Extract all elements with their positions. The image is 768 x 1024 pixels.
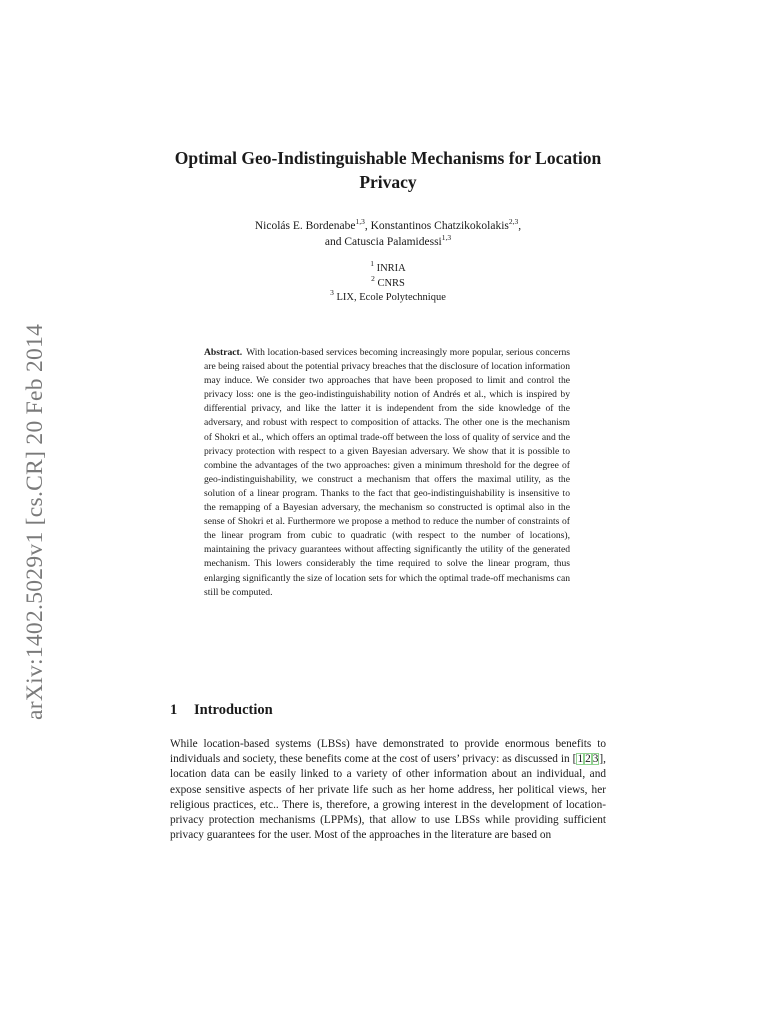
section-title: Introduction [194, 702, 273, 718]
affiliation-item [170, 288, 606, 306]
author-list: Nicolás E. Bordenabe$^{1,3}$, Konstantinos Chatzikokolakis$^{2,3}$, and Catuscia Palamidessi$^{1,3}$ [254, 217, 522, 248]
section-heading [170, 700, 273, 720]
author-affiliation-marker: 2,3 [508, 217, 519, 226]
citation-link[interactable]: 2 [585, 753, 591, 766]
intro-text: While location-based systems (LBSs) have demonstrated to provide enormous benefits to individuals and society, these benefits come at the cost of users’ privacy: as discussed in [ [170, 738, 606, 766]
affiliation-number: 1 [370, 259, 374, 268]
affiliation-item [170, 273, 606, 292]
citation-link[interactable]: 3 [592, 753, 599, 766]
arxiv-identifier-stamp: arXiv:1402.5029v1 [cs.CR] 20 Feb 2014 [22, 323, 48, 720]
author-affiliation-marker: 1,3 [355, 217, 365, 226]
citation-link[interactable]: 1 [577, 753, 584, 766]
abstract-text: With location-based services becoming increasingly more popular, serious concerns are being raised about the potential privacy breaches that the disclosure of location information may induce. We consider two approaches that have been proposed to limit and control the privacy loss: one is the geo-indistinguishability notion of Andrés et al., which is inspired by differential privacy, and like the latter it is independent from the side knowledge of the adversary, and robust with respect to composition of attacks. The other one is the mechanism of Shokri et al., which offers an optimal trade-off between the loss of quality of service and the privacy protection with respect to a given Bayesian adversary. We show that it is possible to combine the advantages of the two approaches: given a minimum threshold for the degree of geo-indistinguishability, we construct a mechanism that offers the maximal utility, as the solution of a linear program. Thanks to the fact that geo-indistinguishability is insensitive to the remapping of a Bayesian adversary, the mechanism so constructed is optimal also in the sense of Shokri et al. Furthermore we propose a method to reduce the number of constraints of the linear program from cubic to quadratic (with respect to the number of locations), maintaining the privacy guarantees without affecting significantly the utility of the generated mechanism. This lowers considerably the time required to solve the linear program, thus enlarging significantly the size of location sets for which the optimal trade-off mechanisms can still be computed. [204, 347, 570, 598]
author-name: Konstantinos Chatzikokolakis [370, 220, 509, 232]
abstract-label: Abstract. [204, 347, 243, 358]
affiliation-name: CNRS [377, 277, 405, 289]
author-name: Nicolás E. Bordenabe [254, 220, 356, 232]
author-name: Catuscia Palamidessi [344, 236, 442, 248]
affiliation-item [170, 259, 606, 277]
intro-paragraph [170, 737, 606, 843]
abstract [204, 346, 570, 600]
affiliation-number: 3 [330, 288, 334, 297]
section-number: 1 [170, 702, 178, 718]
affiliation-name: LIX, Ecole Polytechnique [336, 292, 446, 303]
paper-title: Optimal Geo-Indistinguishable Mechanisms for Location Privacy [174, 148, 602, 192]
intro-text: ], location data can be easily linked to a variety of other information about an individual, and expose sensitive aspects of her private life such as her home address, her political views, her religious practices, etc.. There is, therefore, a growing interest in the development of location-privacy protection mechanisms (LPPMs), that allow to use LBSs while providing sufficient privacy guarantees for the user. Most of the approaches in the literature are based on [170, 753, 606, 842]
affiliation-name: INRIA [376, 263, 406, 274]
affiliation-list [170, 259, 606, 306]
author-affiliation-marker: 1,3 [441, 233, 452, 242]
affiliation-number: 2 [371, 273, 375, 283]
